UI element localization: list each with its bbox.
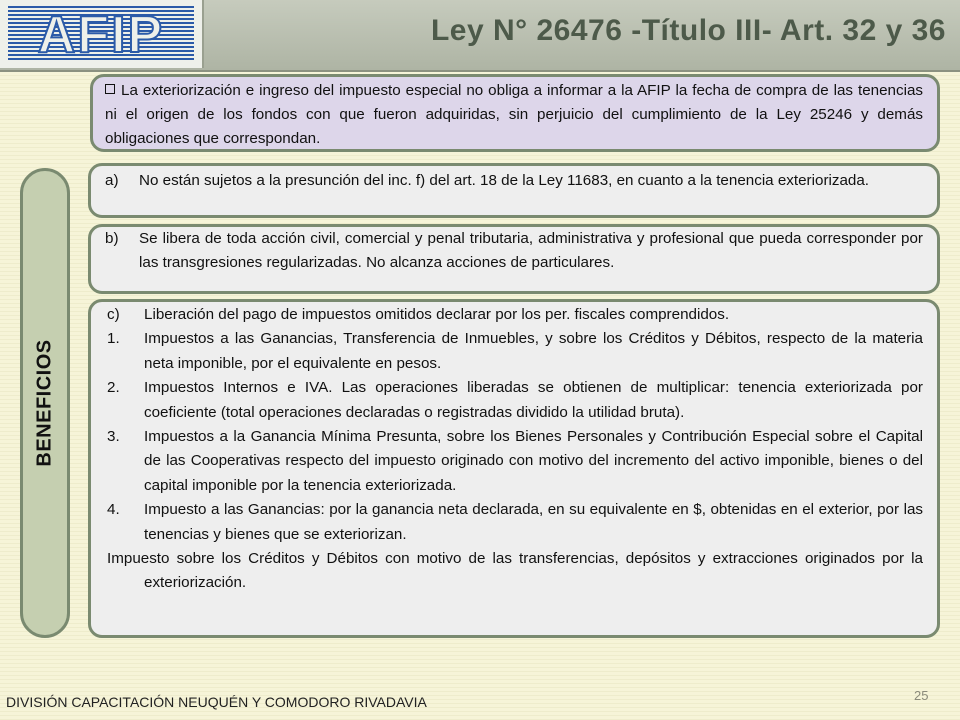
list-marker: c) xyxy=(107,306,120,323)
list-item xyxy=(107,376,923,425)
list-marker: b) xyxy=(105,230,119,247)
intro-text: La exteriorización e ingreso del impuesto especial no obliga a informar a la AFIP la fecha de compra de las tenencias ni el origen de los fondos con que fueron adquiridas, sin perjuicio del cumplimiento de la Ley 25246 y demás obligaciones que correspondan. xyxy=(105,82,923,147)
header-bar xyxy=(0,0,960,72)
list-marker: 3. xyxy=(107,428,120,446)
benefit-a-box xyxy=(88,163,940,218)
sub-item-2-text: Impuestos Internos e IVA. Las operaciones liberadas se obtienen de multiplicar: tenencia exteriorizada por coeficiente (total operaciones declaradas o registradas dividido la utilidad bruta). xyxy=(144,379,923,421)
benefit-c-text: Liberación del pago de impuestos omitidos declarar por los per. fiscales comprendidos. xyxy=(144,306,730,323)
benefits-label: BENEFICIOS xyxy=(33,339,56,467)
afip-logo xyxy=(0,0,204,68)
afip-logo-graphic xyxy=(8,6,194,62)
list-item xyxy=(105,227,923,275)
list-marker: 2. xyxy=(107,379,120,397)
checkbox-bullet-icon xyxy=(105,84,115,94)
slide-title: Ley N° 26476 -Título III- Art. 32 y 36 xyxy=(430,14,946,47)
footer-division: DIVISIÓN CAPACITACIÓN NEUQUÉN Y COMODORO RIVADAVIA xyxy=(6,694,427,710)
list-marker: 4. xyxy=(107,501,120,519)
list-item xyxy=(107,327,923,376)
benefit-c-box xyxy=(88,299,940,638)
intro-note-box xyxy=(90,74,940,152)
list-item xyxy=(107,303,923,327)
closing-text: Impuesto sobre los Créditos y Débitos con motivo de las transferencias, depósitos y extracciones originados por la exteriorización. xyxy=(107,550,923,592)
list-marker: a) xyxy=(105,172,119,189)
list-item xyxy=(107,498,923,547)
list-marker: 1. xyxy=(107,330,120,348)
benefit-a-text: No están sujetos a la presunción del inc. f) del art. 18 de la Ley 11683, en cuanto a la tenencia exteriorizada. xyxy=(139,172,870,189)
benefit-b-text: Se libera de toda acción civil, comercial y penal tributaria, administrativa y profesional que pueda corresponder por las transgresiones regularizadas. No alcanza acciones de particulares. xyxy=(139,230,923,271)
benefit-b-box xyxy=(88,224,940,294)
sub-item-4-text: Impuesto a las Ganancias: por la ganancia neta declarada, en su equivalente en $, obtenidas en el exterior, por las tenencias y bienes que se exteriorizan. xyxy=(144,501,923,543)
benefits-side-tab xyxy=(20,168,70,638)
list-item xyxy=(105,169,923,193)
svg-text:AFIP: AFIP xyxy=(37,6,165,62)
sub-item-3-text: Impuestos a la Ganancia Mínima Presunta, sobre los Bienes Personales y Contribución Especial sobre el Capital de las Cooperativas respecto del impuesto originado con motivo del incremento del activo imponible, bienes o del capital imponible por la tenencia exteriorizada. xyxy=(144,428,923,494)
sub-item-1-text: Impuestos a las Ganancias, Transferencia de Inmuebles, y sobre los Créditos y Débitos, respecto de la materia neta imponible, por el equivalente en pesos. xyxy=(144,330,923,372)
list-item xyxy=(107,425,923,498)
page-number: 25 xyxy=(914,688,929,703)
